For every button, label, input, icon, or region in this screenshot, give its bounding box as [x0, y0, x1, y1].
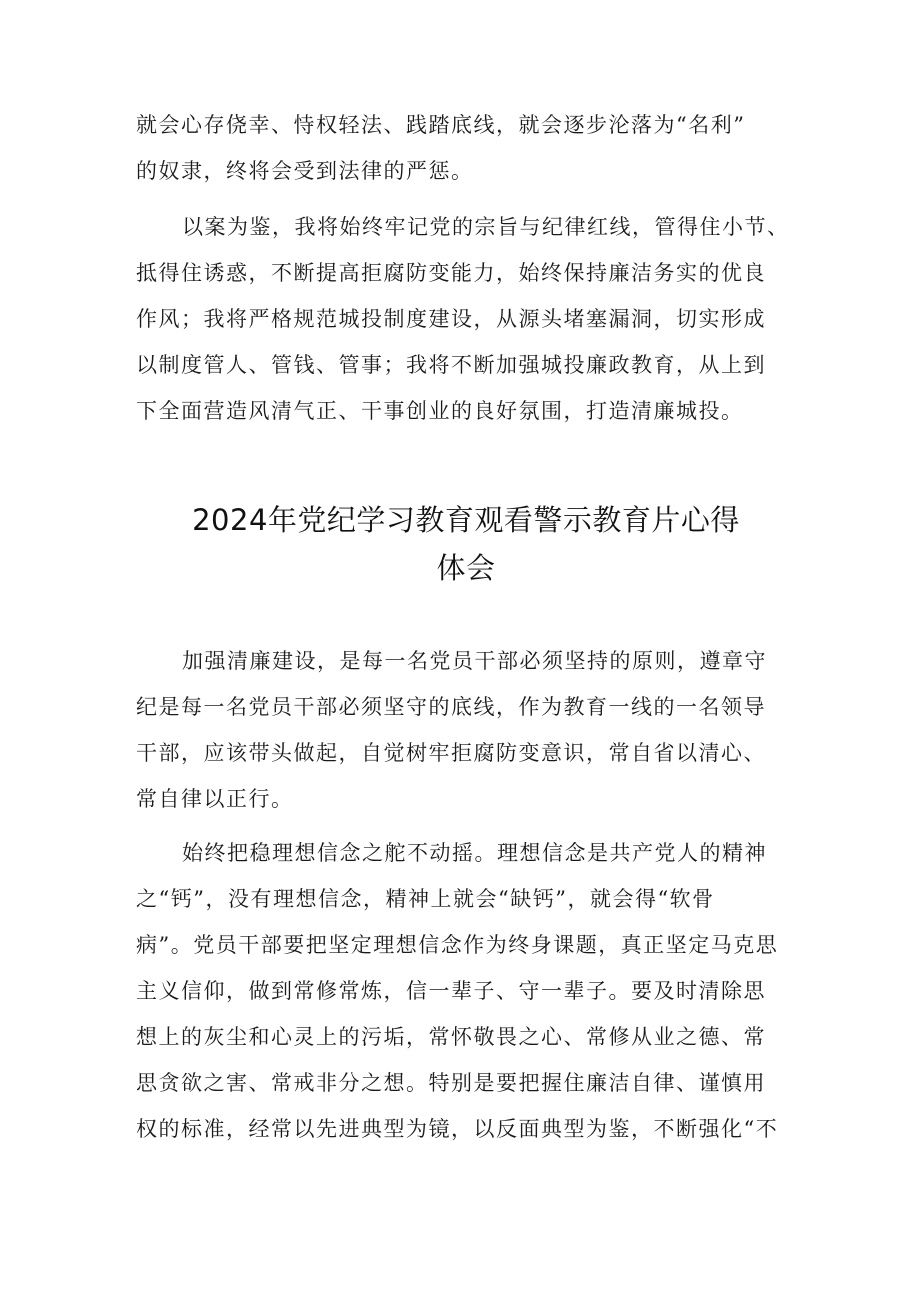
text-line: 权的标准，经常以先进典型为镜，以反面典型为鉴，不断强化“不: [136, 1117, 779, 1141]
text-line: 以制度管人、管钱、管事；我将不断加强城投廉政教育，从上到: [136, 353, 766, 377]
text-line: 病”。党员干部要把坚定理想信念作为终身课题，真正坚定马克思: [136, 933, 779, 957]
text-line: 就会心存侥幸、恃权轻法、践踏底线，就会逐步沦落为“名利”: [136, 113, 746, 137]
text-line: 作风；我将严格规范城投制度建设，从源头堵塞漏洞，切实形成: [136, 307, 766, 331]
title-line-2: 体会: [436, 551, 496, 585]
text-line: 以案为鉴，我将始终牢记党的宗旨与纪律红线，管得住小节、: [182, 215, 790, 239]
text-line: 抵得住诱惑，不断提高拒腐防变能力，始终保持廉洁务实的优良: [136, 261, 766, 285]
intro-paragraph-2: [136, 204, 796, 434]
text-line: 常自律以正行。: [136, 787, 294, 811]
body-paragraph-2: [136, 830, 796, 1152]
text-line: 思贪欲之害、常戒非分之想。特别是要把握住廉洁自律、谨慎用: [136, 1071, 766, 1095]
text-line: 干部，应该带头做起，自觉树牢拒腐防变意识，常自省以清心、: [136, 741, 766, 765]
text-line: 的奴隶，终将会受到法律的严惩。: [136, 159, 474, 183]
text-line: 主义信仰，做到常修常炼，信一辈子、守一辈子。要及时清除思: [136, 979, 766, 1003]
text-line: 想上的灰尘和心灵上的污垢，常怀敬畏之心、常修从业之德、常: [136, 1025, 766, 1049]
text-line: 纪是每一名党员干部必须坚守的底线，作为教育一线的一名领导: [136, 695, 766, 719]
text-line: 始终把稳理想信念之舵不动摇。理想信念是共产党人的精神: [182, 841, 767, 865]
title-line-1: 2024年党纪学习教育观看警示教育片心得: [192, 503, 740, 537]
text-line: 之“钙”，没有理想信念，精神上就会“缺钙”，就会得“软骨: [136, 887, 715, 911]
body-paragraph-1: [136, 638, 796, 822]
article-title: [136, 496, 796, 592]
text-line: 下全面营造风清气正、干事创业的良好氛围，打造清廉城投。: [136, 399, 744, 423]
text-line: 加强清廉建设，是每一名党员干部必须坚持的原则，遵章守: [182, 649, 767, 673]
intro-paragraph-1: [136, 102, 796, 194]
